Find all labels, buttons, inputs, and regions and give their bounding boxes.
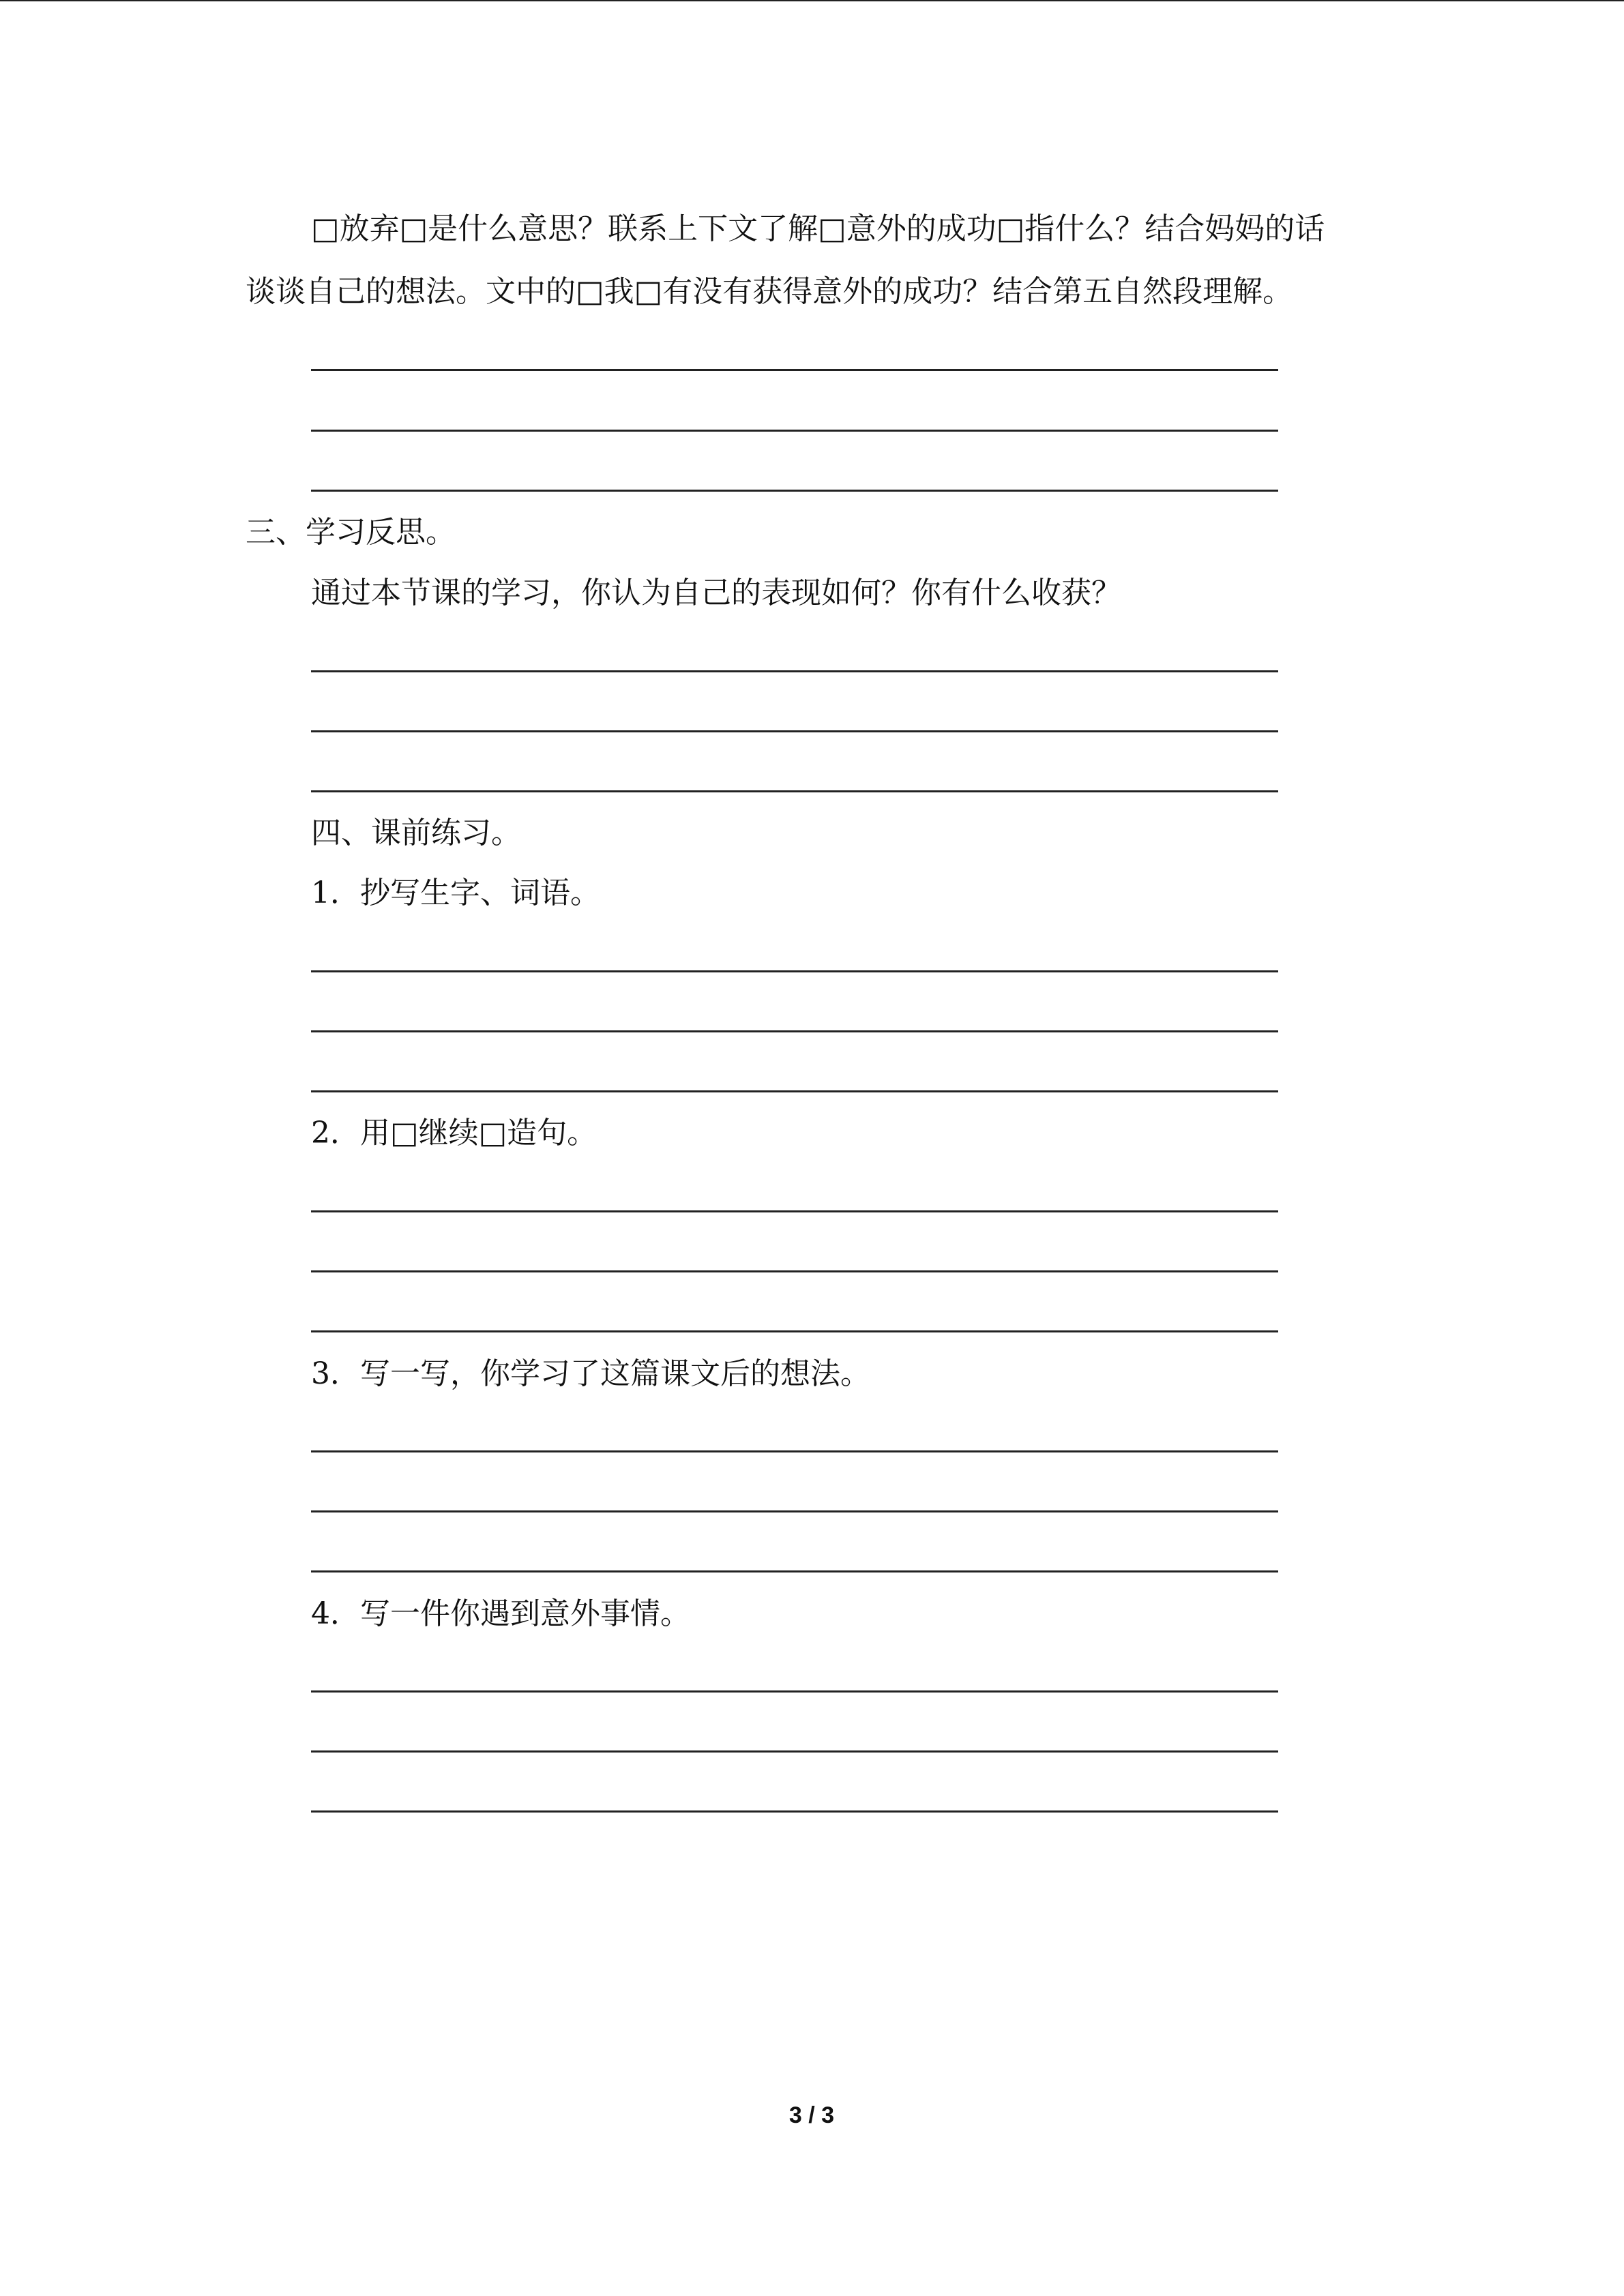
answer-line[interactable] (311, 1810, 1278, 1813)
page-number: 3 / 3 (788, 2102, 835, 2128)
answer-line[interactable] (311, 670, 1278, 672)
answer-line[interactable] (311, 1090, 1278, 1092)
answer-line[interactable] (311, 1330, 1278, 1332)
answer-line[interactable] (311, 1270, 1278, 1272)
answer-line[interactable] (311, 1210, 1278, 1212)
answer-line[interactable] (311, 1450, 1278, 1452)
exercise-2-label: 2．用□继续□造句。 (311, 1116, 597, 1150)
answer-line[interactable] (311, 1510, 1278, 1512)
section-3-prompt: 通过本节课的学习，你认为自己的表现如何？你有什么收获？ (311, 576, 1121, 610)
answer-line[interactable] (311, 1570, 1278, 1572)
question-line-2: 谈谈自己的想法。文中的□我□有没有获得意外的成功？结合第五自然段理解。 (246, 274, 1293, 309)
exercise-1-label: 1．抄写生字、词语。 (311, 876, 600, 910)
answer-line[interactable] (311, 1030, 1278, 1032)
exercise-4-label: 4．写一件你遇到意外事情。 (311, 1596, 690, 1631)
section-3-heading: 三、学习反思。 (246, 515, 456, 550)
answer-line[interactable] (311, 369, 1278, 371)
answer-line[interactable] (311, 1750, 1278, 1753)
answer-line[interactable] (311, 490, 1278, 492)
answer-line[interactable] (311, 430, 1278, 432)
answer-line[interactable] (311, 1690, 1278, 1693)
answer-line[interactable] (311, 730, 1278, 732)
answer-line[interactable] (311, 970, 1278, 972)
question-line-1: □放弃□是什么意思？联系上下文了解□意外的成功□指什么？结合妈妈的话 (311, 211, 1325, 246)
page-top-border (0, 0, 1624, 1)
answer-line[interactable] (311, 790, 1278, 792)
section-4-heading: 四、课前练习。 (311, 816, 521, 850)
exercise-3-label: 3．写一写，你学习了这篇课文后的想法。 (311, 1356, 870, 1391)
